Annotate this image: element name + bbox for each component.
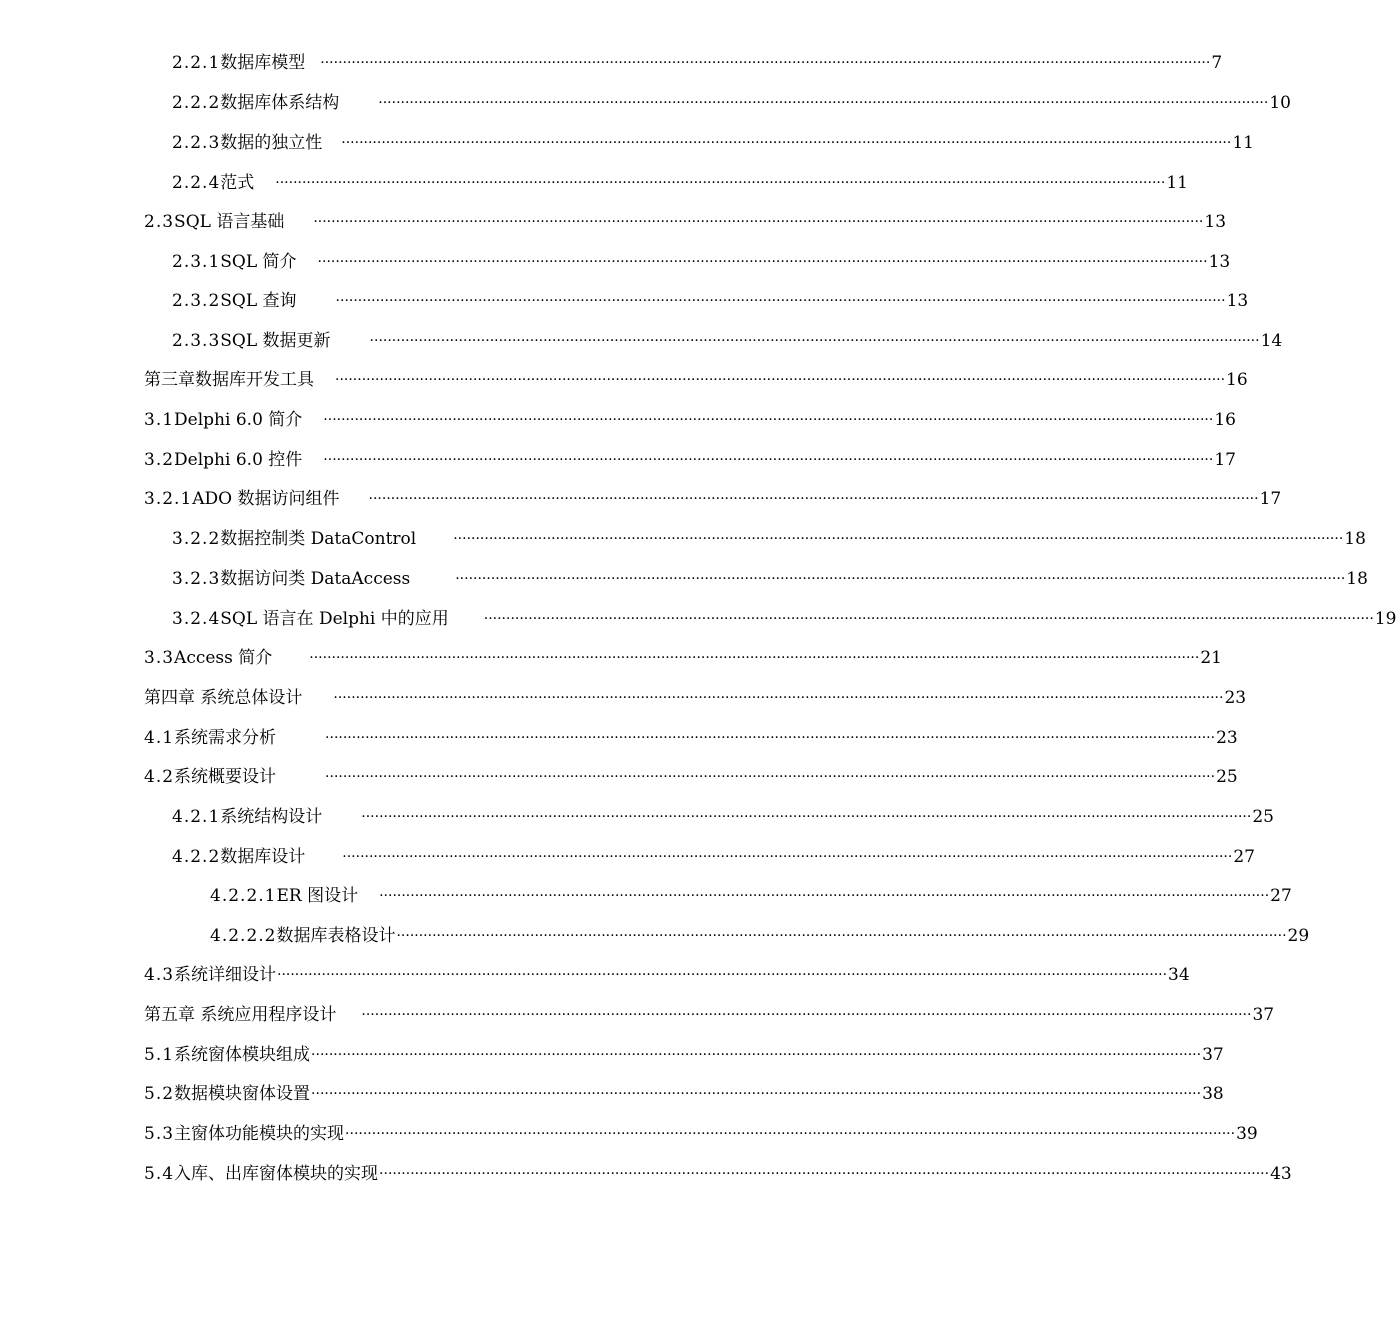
toc-entry-number: 4.2.2.1 [210, 886, 277, 906]
toc-entry-number: 2.2.2 [172, 93, 221, 113]
toc-entry [144, 646, 1222, 670]
leader-dots: ········································································································································································································ [309, 650, 1200, 666]
toc-entry-title: SQL 简介 [220, 252, 297, 272]
toc-entry-title: Delphi 6.0 简介 [174, 410, 303, 430]
leader-dots: ········································································································································································································ [396, 928, 1287, 944]
toc-entry-page: 16 [1226, 370, 1248, 390]
toc-entry-number: 3.2.4 [172, 609, 221, 629]
toc-entry-number: 2.3.1 [172, 252, 221, 272]
toc-entry-page: 23 [1216, 728, 1238, 748]
toc-entry-page: 16 [1214, 410, 1236, 430]
leader-dots: ········································································································································································································ [275, 175, 1166, 191]
toc-entry-page: 18 [1346, 569, 1368, 589]
toc-entry-page: 19 [1374, 609, 1396, 629]
toc-entry-page: 37 [1202, 1045, 1224, 1065]
toc-entry-page: 17 [1214, 450, 1236, 470]
toc-entry [172, 845, 1255, 869]
toc-entry-title: 系统概要设计 [174, 767, 277, 787]
leader-dots: ········································································································································································································ [342, 849, 1233, 865]
toc-entry-title: Delphi 6.0 控件 [174, 450, 303, 470]
toc-entry [172, 250, 1231, 274]
toc-entry-page: 17 [1259, 489, 1282, 509]
leader-dots: ········································································································································································································ [277, 967, 1168, 983]
leader-dots: ········································································································································································································ [453, 531, 1344, 547]
toc-entry-title: 系统详细设计 [174, 965, 276, 985]
leader-dots: ········································································································································································································ [325, 769, 1216, 785]
leader-dots: ········································································································································································································ [379, 888, 1270, 904]
leader-dots: ········································································································································································································ [323, 452, 1214, 468]
toc-entry-page: 10 [1269, 93, 1291, 113]
toc-entry-title: 数据库模型 [220, 53, 306, 73]
toc-entry [172, 171, 1188, 195]
toc-entry [172, 527, 1366, 551]
toc-entry-number: 4.2.1 [172, 807, 221, 827]
toc-entry-title: 数据控制类 DataControl [220, 529, 417, 549]
toc-entry-number: 5.1 [144, 1045, 175, 1065]
toc-entry-title: ER 图设计 [276, 886, 359, 906]
toc-entry-page: 13 [1226, 291, 1249, 311]
toc-entry [172, 131, 1254, 155]
leader-dots: ········································································································································································································ [335, 293, 1226, 309]
toc-entry [172, 329, 1283, 353]
toc-entry-title: Access 简介 [174, 648, 273, 668]
toc-entry-number: 2.3 [144, 212, 175, 232]
toc-entry-number: 4.3 [144, 965, 175, 985]
toc-entry-number: 5.3 [144, 1124, 175, 1144]
toc-entry-number: 4.2.2.2 [210, 926, 277, 946]
toc-entry-page: 27 [1270, 886, 1292, 906]
leader-dots: ········································································································································································································ [369, 333, 1260, 349]
leader-dots: ········································································································································································································ [361, 809, 1252, 825]
toc-entry-number: 2.2.3 [172, 133, 221, 153]
toc-entry [144, 686, 1247, 710]
toc-entry-title: 系统需求分析 [174, 728, 277, 748]
toc-entry-page: 14 [1260, 331, 1283, 351]
toc-entry-number: 4.2 [144, 767, 175, 787]
leader-dots: ········································································································································································································ [325, 730, 1216, 746]
toc-entry-title: 第五章 系统应用程序设计 [144, 1005, 337, 1025]
leader-dots: ········································································································································································································ [345, 1126, 1236, 1142]
toc-entry [144, 448, 1236, 472]
toc-entry-page: 13 [1208, 252, 1231, 272]
leader-dots: ········································································································································································································ [341, 135, 1232, 151]
toc-entry [144, 408, 1236, 432]
toc-entry-page: 39 [1236, 1124, 1258, 1144]
toc-entry-number: 3.1 [144, 410, 175, 430]
toc-entry [172, 289, 1249, 313]
leader-dots: ········································································································································································································ [323, 412, 1214, 428]
toc-entry-title: 第三章数据库开发工具 [144, 370, 314, 390]
toc-entry-number: 3.2 [144, 450, 175, 470]
leader-dots: ········································································································································································································ [333, 690, 1224, 706]
toc-entry [144, 765, 1238, 789]
toc-entry [172, 91, 1291, 115]
leader-dots: ········································································································································································································ [335, 372, 1226, 388]
toc-entry-page: 27 [1233, 847, 1255, 867]
toc-entry [144, 1122, 1258, 1146]
toc-entry-page: 23 [1224, 688, 1247, 708]
toc-entry-title: 范式 [220, 173, 255, 193]
toc-entry [144, 368, 1248, 392]
toc-entry-page: 11 [1166, 173, 1188, 193]
leader-dots: ········································································································································································································ [379, 1166, 1270, 1182]
toc-entry-page: 34 [1168, 965, 1190, 985]
toc-entry-title: 数据库体系结构 [220, 93, 340, 113]
toc-entry-title: 系统窗体模块组成 [174, 1045, 311, 1065]
leader-dots: ········································································································································································································ [311, 1086, 1202, 1102]
toc-entry [172, 51, 1223, 75]
toc-entry [172, 607, 1396, 631]
toc-entry [144, 1043, 1224, 1067]
toc-entry-number: 5.4 [144, 1164, 175, 1184]
toc-entry-number: 2.2.4 [172, 173, 221, 193]
toc-entry-page: 13 [1204, 212, 1227, 232]
toc-entry-title: SQL 查询 [220, 291, 297, 311]
toc-entry-title: 数据库设计 [220, 847, 306, 867]
toc-entry-page: 18 [1344, 529, 1366, 549]
toc-entry-page: 43 [1270, 1164, 1292, 1184]
toc-entry [144, 1162, 1292, 1186]
toc-entry-number: 3.2.3 [172, 569, 221, 589]
toc-entry [144, 487, 1282, 511]
toc-entry [172, 805, 1274, 829]
toc-entry-number: 3.2.2 [172, 529, 221, 549]
leader-dots: ········································································································································································································ [483, 611, 1374, 627]
toc-entry-page: 25 [1216, 767, 1238, 787]
toc-entry-number: 4.1 [144, 728, 175, 748]
toc-entry-page: 29 [1287, 926, 1310, 946]
leader-dots: ········································································································································································································ [361, 1007, 1252, 1023]
toc-entry [210, 924, 1310, 948]
toc-entry-title: SQL 数据更新 [220, 331, 331, 351]
toc-entry-title: 数据模块窗体设置 [174, 1084, 311, 1104]
toc-entry-title: 系统结构设计 [220, 807, 323, 827]
toc-entry-title: SQL 语言基础 [174, 212, 285, 232]
toc-entry-title: 入库、出库窗体模块的实现 [174, 1164, 379, 1184]
leader-dots: ········································································································································································································ [320, 55, 1211, 71]
leader-dots: ········································································································································································································ [311, 1047, 1202, 1063]
leader-dots: ········································································································································································································ [313, 214, 1204, 230]
toc-entry-page: 37 [1252, 1005, 1275, 1025]
toc-entry-number: 4.2.2 [172, 847, 221, 867]
toc-entry-page: 21 [1200, 648, 1222, 668]
toc-entry-page: 7 [1211, 53, 1223, 73]
toc-entry-title: 主窗体功能模块的实现 [174, 1124, 345, 1144]
toc-entry [144, 1003, 1275, 1027]
toc-entry-number: 5.2 [144, 1084, 175, 1104]
toc-entry-number: 2.3.3 [172, 331, 221, 351]
toc-entry [144, 1082, 1224, 1106]
leader-dots: ········································································································································································································ [317, 254, 1208, 270]
toc-entry-page: 38 [1202, 1084, 1224, 1104]
toc-entry [144, 210, 1227, 234]
toc-entry [144, 963, 1190, 987]
toc-entry-title: SQL 语言在 Delphi 中的应用 [220, 609, 449, 629]
toc-entry-title: 数据访问类 DataAccess [220, 569, 411, 589]
toc-entry [172, 567, 1368, 591]
toc-entry-title: 数据的独立性 [220, 133, 323, 153]
toc-entry [144, 726, 1238, 750]
toc-entry-title: 第四章 系统总体设计 [144, 688, 303, 708]
toc-entry-page: 11 [1232, 133, 1254, 153]
toc-entry-number: 2.3.2 [172, 291, 221, 311]
toc-entry-number: 3.3 [144, 648, 175, 668]
toc-entry-number: 2.2.1 [172, 53, 221, 73]
toc-entry-number: 3.2.1 [144, 489, 193, 509]
toc-entry-title: 数据库表格设计 [276, 926, 396, 946]
toc-entry-title: ADO 数据访问组件 [192, 489, 340, 509]
leader-dots: ········································································································································································································ [368, 491, 1259, 507]
toc-entry-page: 25 [1252, 807, 1274, 827]
leader-dots: ········································································································································································································ [455, 571, 1346, 587]
leader-dots: ········································································································································································································ [378, 95, 1269, 111]
toc-entry [210, 884, 1292, 908]
